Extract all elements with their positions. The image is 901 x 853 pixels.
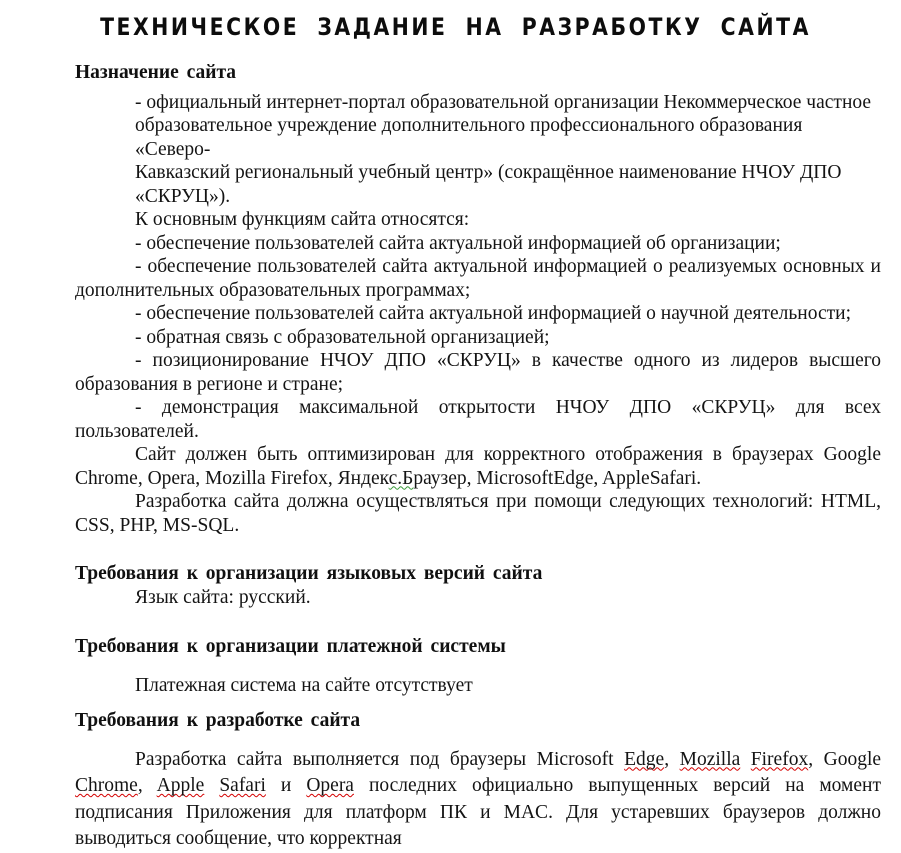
misspelled-word: Safari xyxy=(219,775,266,796)
heading-payment-system: Требования к организации платежной системы xyxy=(75,636,506,657)
text-run: , xyxy=(664,748,680,770)
misspelled-word: Mozilla xyxy=(679,748,741,770)
paragraph-development xyxy=(75,747,881,853)
text-run xyxy=(740,749,751,770)
text-run: раузер, MicrosoftEdge, AppleSafari. xyxy=(413,467,702,489)
misspelled-word: Edge xyxy=(624,748,665,770)
heading-site-development: Требования к разработке сайта xyxy=(75,710,361,731)
text-line: - официальный интернет-портал образовательной организации Некоммерческое частное xyxy=(135,91,872,113)
paragraph-payment: Платежная система на сайте отсутствует xyxy=(135,674,473,696)
text-line: «СКРУЦ»). xyxy=(135,185,231,207)
paragraph-technologies: Разработка сайта должна осуществляться при помощи следующих технологий: HTML, CSS, PHP, MS-SQL. xyxy=(75,491,881,536)
paragraph-browsers xyxy=(75,443,881,490)
text-run: , xyxy=(137,775,157,796)
function-item: - обеспечение пользователей сайта актуальной информацией об организации; xyxy=(135,232,781,254)
grammar-flagged-text: с.Б xyxy=(388,467,414,489)
text-line: Кавказский региональный учебный центр» (сокращённое наименование НЧОУ ДПО xyxy=(135,162,842,183)
misspelled-word: Apple xyxy=(156,775,205,796)
misspelled-word: Firefox xyxy=(750,748,809,770)
paragraph-language: Язык сайта: русский. xyxy=(135,586,311,608)
function-item: - обеспечение пользователей сайта актуальной информацией о реализуемых основных и дополнительных образовательных программах; xyxy=(75,256,881,301)
text-run: Разработка сайта выполняется под браузеры Microsoft xyxy=(135,748,625,770)
text-run: , Google xyxy=(808,748,882,770)
document-title: ТЕХНИЧЕСКОЕ ЗАДАНИЕ НА РАЗРАБОТКУ САЙТА xyxy=(100,13,811,41)
function-item: - демонстрация максимальной открытости НЧОУ ДПО «СКРУЦ» для всех пользователей. xyxy=(75,397,881,442)
text-run: и xyxy=(265,775,307,796)
text-run: Сайт должен быть оптимизирован для корректного отображения в браузерах Google Chrome, Opera, Mozilla Firefox, Яндек xyxy=(75,444,881,489)
function-item: - обеспечение пользователей сайта актуальной информацией о научной деятельности; xyxy=(135,303,851,324)
function-item: - позиционирование НЧОУ ДПО «СКРУЦ» в качестве одного из лидеров высшего образования в регионе и стране; xyxy=(75,350,881,395)
paragraph-organization xyxy=(135,91,881,209)
text-run xyxy=(204,775,219,796)
text-line: образовательное учреждение дополнительного профессионального образования «Северо- xyxy=(135,115,803,160)
misspelled-word: Chrome xyxy=(75,775,138,796)
paragraph-functions-intro: К основным функциям сайта относятся: xyxy=(135,209,470,230)
misspelled-word: Opera xyxy=(306,775,354,796)
text-run: последних официально выпущенных версий на момент подписания Приложения для платформ ПК и MAC. Для устаревших браузеров должно выводиться сообщение, что корректная xyxy=(75,775,882,849)
heading-site-purpose: Назначение сайта xyxy=(75,62,237,83)
heading-language-versions: Требования к организации языковых версий сайта xyxy=(75,563,543,584)
function-item: - обратная связь с образовательной организацией; xyxy=(135,326,550,348)
